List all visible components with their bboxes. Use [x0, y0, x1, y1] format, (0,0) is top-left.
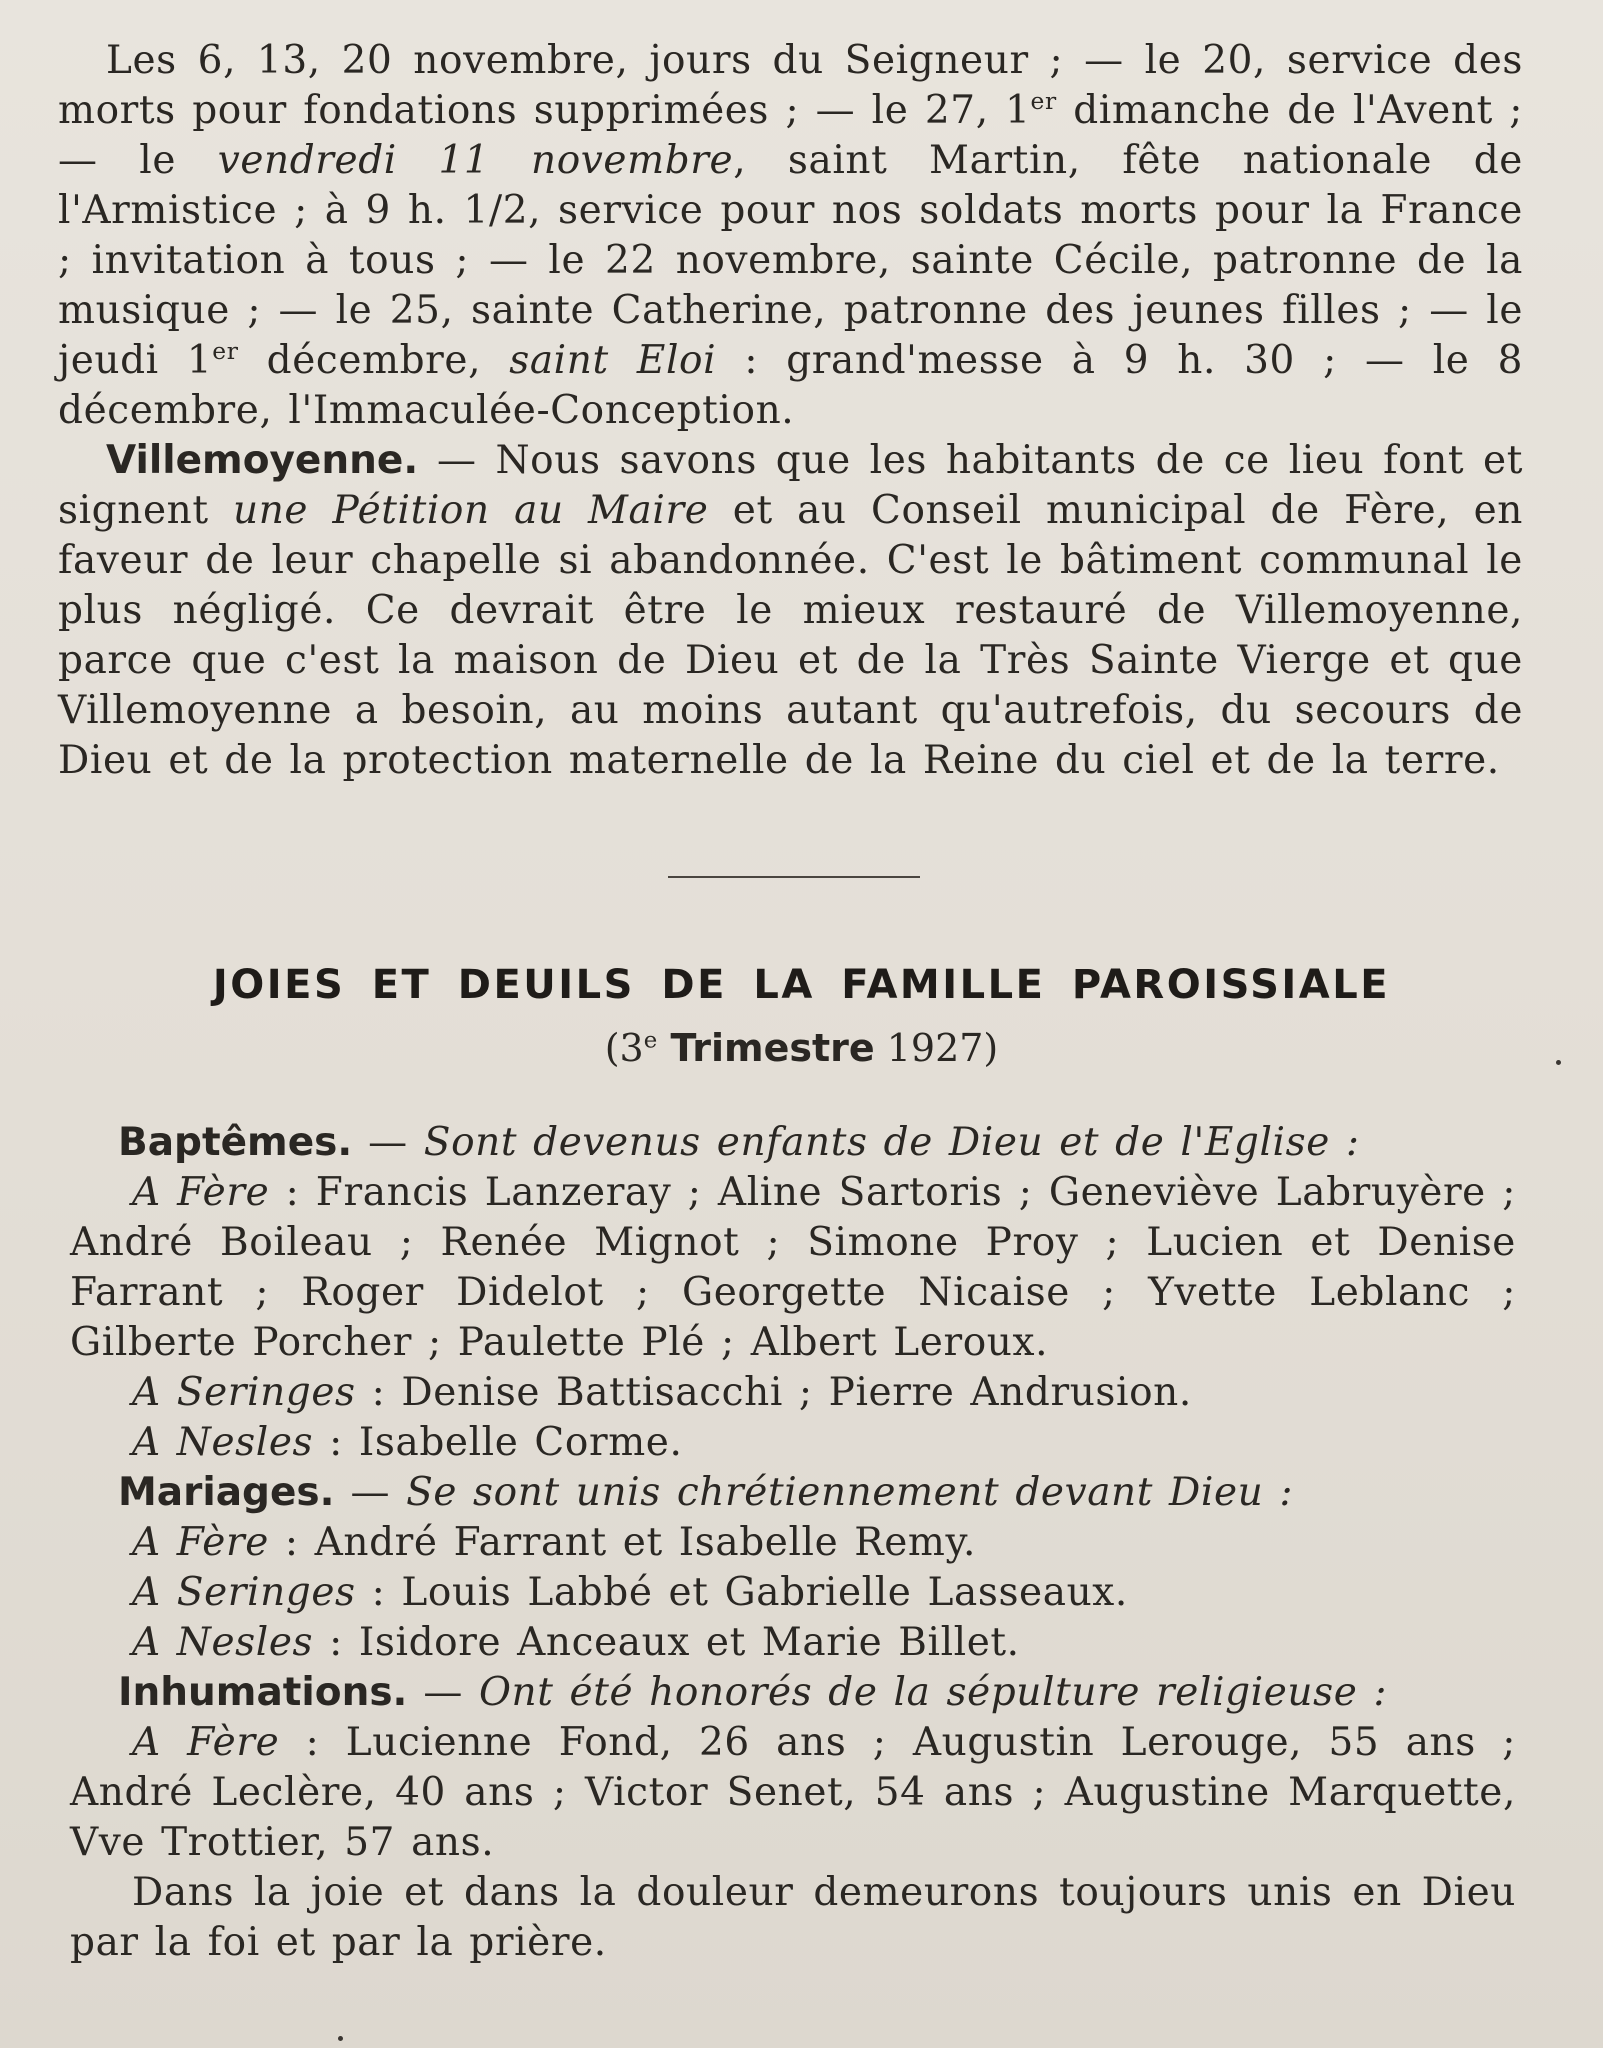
section-heading: JOIES ET DEUILS DE LA FAMILLE PAROISSIALE [212, 962, 1391, 1008]
baptemes-nesles-prefix: A [132, 1420, 177, 1465]
subheading-trimestre: Trimestre [657, 1026, 875, 1070]
inhumations-heading-line [70, 1668, 1516, 1718]
mariages-fere [70, 1518, 1516, 1568]
paper-speck [1556, 1060, 1561, 1065]
baptemes-fere-prefix: A [132, 1170, 178, 1215]
mariages-nesles [70, 1618, 1516, 1668]
inhumations-fere-place: Fère [187, 1720, 280, 1765]
villemoyenne-italic-petition: une Pétition au Maire [233, 488, 709, 533]
subheading-sup: e [643, 1027, 658, 1054]
inhumations-fere [70, 1718, 1516, 1868]
baptemes-seringes-names: : Denise Battisacchi ; Pierre Andrusion. [355, 1370, 1192, 1415]
baptemes-fere [70, 1168, 1516, 1368]
mariages-nesles-prefix: A [132, 1620, 177, 1665]
villemoyenne-text-1: — Nous savons que les habitants de ce lieu font et signent [58, 438, 1523, 533]
closing-paragraph: Dans la joie et dans la douleur demeurons toujours unis en Dieu par la foi et par la prière. [70, 1870, 1516, 1965]
mariages-nesles-names: : Isidore Anceaux et Marie Billet. [313, 1620, 1020, 1665]
announcements-text-1: Les 6, 13, 20 novembre, jours du Seigneur ; — le 20, service des morts pour fondations supprimées ; — le 27, 1 [58, 38, 1523, 133]
baptemes-label: Baptêmes. [118, 1120, 353, 1165]
villemoyenne-lead: Villemoyenne. [106, 438, 419, 483]
inhumations-fere-names: : Lucienne Fond, 26 ans ; Augustin Lerouge, 55 ans ; André Leclère, 40 ans ; Victor Senet, 54 ans ; Augustine Marquette, Vve Trottier, 57 ans. [70, 1720, 1517, 1865]
mariages-fere-prefix: A [132, 1520, 177, 1565]
mariages-heading-line [70, 1468, 1516, 1518]
mariages-label: Mariages. [118, 1470, 335, 1515]
mariages-seringes-place: Seringes [176, 1570, 356, 1615]
baptemes-fere-place: Fère [177, 1170, 270, 1215]
bottom-text-block [70, 1118, 1516, 1968]
mariages-fere-names: : André Farrant et Isabelle Remy. [268, 1520, 976, 1565]
announcements-text-2: dimanche de l'Avent ; — le [58, 88, 1524, 183]
baptemes-fere-names: : Francis Lanzeray ; Aline Sartoris ; Geneviève Labruyère ; André Boileau ; Renée Mignot ; Simone Proy ; Lucien et Denise Farrant ; Roger Didelot ; Georgette Nicaise ; Yvette Leblanc ; Gilberte Porcher ; Paulette Plé ; Albert Leroux. [70, 1170, 1516, 1365]
baptemes-dash: — [352, 1120, 424, 1165]
mariages-seringes-prefix: A [132, 1570, 177, 1615]
inhumations-label: Inhumations. [118, 1670, 408, 1715]
announcements-text-5: : grand'messe à 9 h. 30 ; — le 8 décembre, l'Immaculée-Conception. [58, 338, 1523, 433]
inhumations-fere-prefix: A [132, 1720, 188, 1765]
announcements-text-4: décembre, [238, 338, 510, 383]
baptemes-intro: Sont devenus enfants de Dieu et de l'Eglise : [423, 1120, 1360, 1165]
baptemes-seringes-place: Seringes [176, 1370, 356, 1415]
top-text-block [58, 36, 1523, 786]
mariages-nesles-place: Nesles [176, 1620, 314, 1665]
mariages-seringes-names: : Louis Labbé et Gabrielle Lasseaux. [355, 1570, 1128, 1615]
section-divider [668, 876, 920, 878]
villemoyenne-paragraph [58, 436, 1523, 786]
section-subheading [0, 1026, 1603, 1070]
ordinal-sup-2: er [212, 337, 239, 365]
ordinal-sup-1: er [1030, 87, 1057, 115]
mariages-dash: — [334, 1470, 407, 1515]
mariages-fere-place: Fère [176, 1520, 269, 1565]
paper-speck [338, 2036, 343, 2041]
baptemes-nesles-names: : Isabelle Corme. [313, 1420, 683, 1465]
mariages-intro: Se sont unis chrétiennement devant Dieu : [406, 1470, 1294, 1515]
announcements-paragraph [58, 36, 1523, 436]
baptemes-nesles [70, 1418, 1516, 1468]
baptemes-seringes [70, 1368, 1516, 1418]
villemoyenne-text-2: et au Conseil municipal de Fère, en faveur de leur chapelle si abandonnée. C'est le bâtiment communal le plus négligé. Ce devrait être le mieux restauré de Villemoyenne, parce que c'est la maison de Dieu et de la Très Sainte Vierge et que Villemoyenne a besoin, au moins autant qu'autrefois, du secours de Dieu et de la protection maternelle de la Reine du ciel et de la terre. [58, 488, 1523, 783]
subheading-year: 1927) [874, 1026, 999, 1070]
subheading-open: (3 [604, 1026, 644, 1070]
announcements-italic-date: vendredi 11 novembre [217, 138, 734, 183]
baptemes-heading-line [70, 1118, 1516, 1168]
inhumations-dash: — [407, 1670, 479, 1715]
baptemes-nesles-place: Nesles [176, 1420, 314, 1465]
announcements-italic-saint: saint Eloi [509, 338, 717, 383]
announcements-text-3: , saint Martin, fête nationale de l'Armistice ; à 9 h. 1/2, service pour nos soldats morts pour la France ; invitation à tous ; — le 22 novembre, sainte Cécile, patronne de la musique ; — le 25, sainte Catherine, patronne des jeunes filles ; — le jeudi 1 [58, 138, 1523, 383]
baptemes-seringes-prefix: A [132, 1370, 177, 1415]
inhumations-intro: Ont été honorés de la sépulture religieuse : [478, 1670, 1388, 1715]
mariages-seringes [70, 1568, 1516, 1618]
